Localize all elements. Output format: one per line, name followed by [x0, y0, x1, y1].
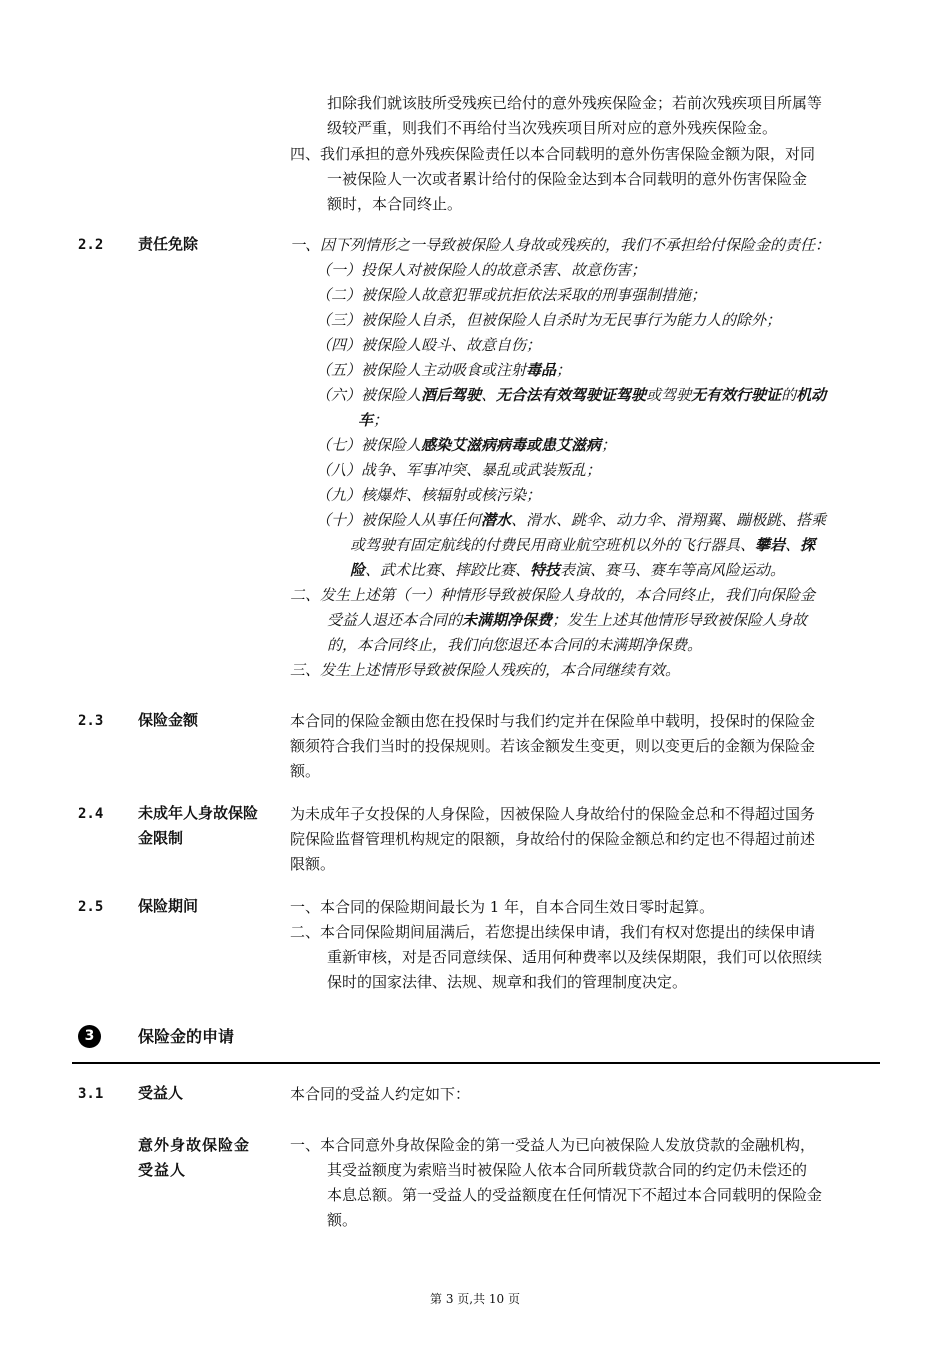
exclusion-item: （四）被保险人殴斗、故意自伤；: [316, 336, 542, 354]
section-number: 2.3: [78, 713, 104, 729]
section-title: 保险期间: [138, 897, 199, 915]
body-text: 本息总额。第一受益人的受益额度在任何情况下不超过本合同载明的保险金: [327, 1186, 823, 1204]
clause-text: 一被保险人一次或者累计给付的保险金达到本合同载明的意外伤害保险金: [327, 170, 808, 188]
exclusion-item: （五）被保险人主动吸食或注射毒品；: [316, 361, 572, 379]
body-text: 本合同的受益人约定如下：: [290, 1085, 471, 1103]
exclusion-clause-2: 受益人退还本合同的未满期净保费；发生上述其他情形导致被保险人身故: [327, 611, 808, 629]
exclusion-clause-2: 二、发生上述第（一）种情形导致被保险人身故的，本合同终止，我们向保险金: [290, 586, 816, 604]
exclusion-item: （十）被保险人从事任何潜水、滑水、跳伞、动力伞、滑翔翼、蹦极跳、搭乘: [316, 511, 827, 529]
body-text: 院保险监督管理机构规定的限额，身故给付的保险金额总和约定也不得超过前述: [290, 830, 816, 848]
body-text: 额。: [327, 1211, 358, 1229]
clause-item-4: 四、我们承担的意外残疾保险责任以本合同载明的意外伤害保险金额为限，对同: [290, 145, 816, 163]
exclusion-item: （八）战争、军事冲突、暴乱或武装叛乱；: [316, 461, 602, 479]
clause-text: 扣除我们就该肢所受残疾已给付的意外残疾保险金；若前次残疾项目所属等: [327, 94, 823, 112]
section-title: 金限制: [138, 829, 184, 847]
exclusion-item: 或驾驶有固定航线的付费民用商业航空班机以外的飞行器具、攀岩、探: [350, 536, 816, 554]
section-marker-icon: 3: [78, 1025, 101, 1048]
section-title: 未成年人身故保险: [138, 804, 259, 822]
exclusion-clause-2: 的，本合同终止，我们向您退还本合同的未满期净保费。: [327, 636, 703, 654]
clause-text: 额时，本合同终止。: [327, 195, 463, 213]
section-number: 3.1: [78, 1086, 104, 1102]
body-text: 额。: [290, 762, 321, 780]
exclusion-item: （六）被保险人酒后驾驶、无合法有效驾驶证驾驶或驾驶无有效行驶证的机动: [316, 386, 827, 404]
body-text: 其受益额度为索赔当时被保险人依本合同所载贷款合同的约定仍未偿还的: [327, 1161, 808, 1179]
page-footer: 第 3 页,共 10 页: [430, 1292, 520, 1306]
body-text: 一、本合同意外身故保险金的第一受益人为已向被保险人发放贷款的金融机构，: [290, 1136, 816, 1154]
exclusion-item: （七）被保险人感染艾滋病病毒或患艾滋病；: [316, 436, 617, 454]
exclusion-clause-3: 三、发生上述情形导致被保险人残疾的，本合同继续有效。: [290, 661, 681, 679]
body-text: 重新审核，对是否同意续保、适用何种费率以及续保期限，我们可以依照续: [327, 948, 823, 966]
body-text: 本合同的保险金额由您在投保时与我们约定并在保险单中载明，投保时的保险金: [290, 712, 816, 730]
section-divider: [72, 1062, 880, 1064]
chapter-title: 保险金的申请: [138, 1027, 235, 1046]
subsection-title: 意外身故保险金: [138, 1136, 251, 1154]
section-number: 2.4: [78, 806, 104, 822]
exclusion-item: 车；: [358, 411, 389, 429]
exclusion-item: （九）核爆炸、核辐射或核污染；: [316, 486, 542, 504]
subsection-title: 受益人: [138, 1161, 187, 1179]
body-text: 保时的国家法律、法规、规章和我们的管理制度决定。: [327, 973, 688, 991]
exclusion-item: （三）被保险人自杀，但被保险人自杀时为无民事行为能力人的除外；: [316, 311, 782, 329]
exclusion-item: （二）被保险人故意犯罪或抗拒依法采取的刑事强制措施；: [316, 286, 707, 304]
section-title: 保险金额: [138, 711, 199, 729]
exclusion-intro: 一、因下列情形之一导致被保险人身故或残疾的，我们不承担给付保险金的责任：: [290, 236, 831, 254]
body-text: 额须符合我们当时的投保规则。若该金额发生变更，则以变更后的金额为保险金: [290, 737, 816, 755]
exclusion-item: 险、武术比赛、摔跤比赛、特技表演、赛马、赛车等高风险运动。: [350, 561, 786, 579]
body-text: 限额。: [290, 855, 336, 873]
exclusion-item: （一）投保人对被保险人的故意杀害、故意伤害；: [316, 261, 647, 279]
section-title: 受益人: [138, 1084, 184, 1102]
body-text: 一、本合同的保险期间最长为 1 年，自本合同生效日零时起算。: [290, 898, 715, 916]
section-title: 责任免除: [138, 235, 199, 253]
clause-text: 级较严重，则我们不再给付当次残疾项目所对应的意外残疾保险金。: [327, 119, 778, 137]
section-number: 2.5: [78, 899, 104, 915]
body-text: 二、本合同保险期间届满后，若您提出续保申请，我们有权对您提出的续保申请: [290, 923, 816, 941]
body-text: 为未成年子女投保的人身保险，因被保险人身故给付的保险金总和不得超过国务: [290, 805, 816, 823]
section-number: 2.2: [78, 237, 104, 253]
